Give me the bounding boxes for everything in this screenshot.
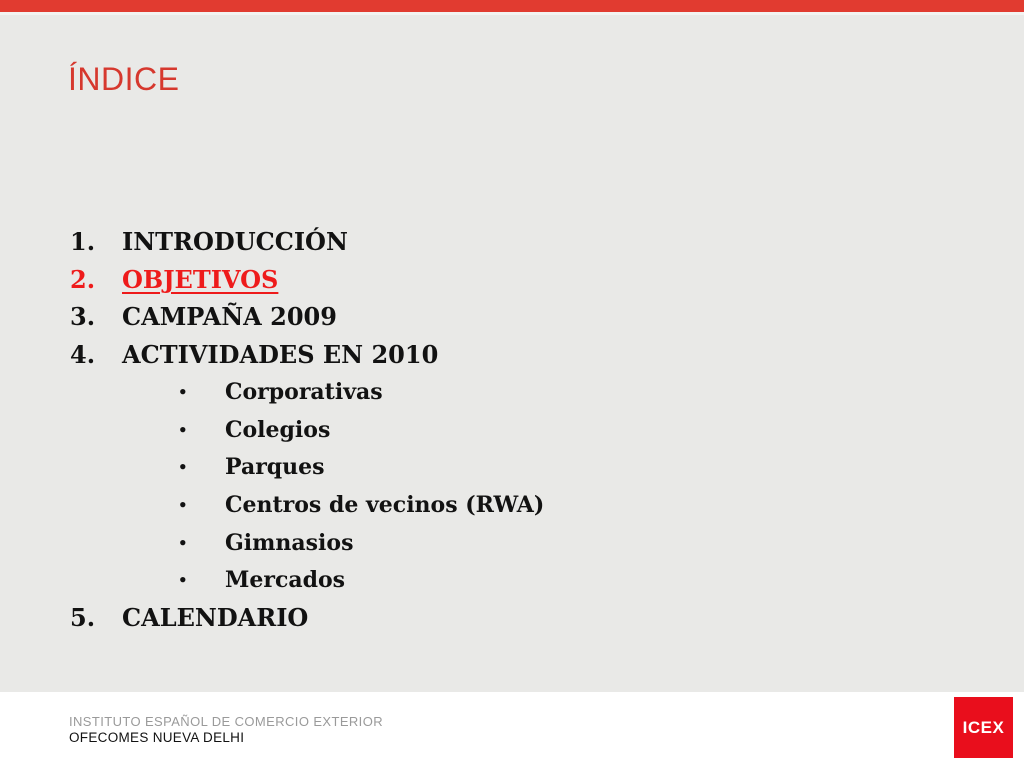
toc-item-introduccion — [70, 223, 870, 261]
toc-subitem-centros-de-vecinos — [70, 486, 870, 524]
toc-subitem-colegios — [70, 411, 870, 449]
toc-subitem-label: Gimnasios — [225, 529, 354, 556]
footer-text — [69, 714, 383, 746]
top-accent-bar — [0, 0, 1024, 15]
table-of-contents — [70, 223, 870, 637]
toc-item-number: 1. — [70, 227, 96, 257]
bullet-icon: • — [178, 458, 188, 477]
toc-subitem-corporativas — [70, 373, 870, 411]
toc-item-calendario — [70, 599, 870, 637]
toc-item-objetivos[interactable] — [70, 261, 870, 299]
toc-item-number: 2. — [70, 264, 96, 294]
bullet-icon: • — [178, 383, 188, 402]
toc-item-number: 3. — [70, 302, 96, 332]
toc-subitem-mercados — [70, 561, 870, 599]
footer-office: OFECOMES NUEVA DELHI — [69, 730, 245, 745]
toc-item-label: INTRODUCCIÓN — [122, 227, 348, 257]
toc-subitem-label: Corporativas — [225, 379, 383, 406]
toc-subitem-label: Colegios — [225, 416, 331, 443]
toc-subitem-label: Mercados — [225, 567, 346, 594]
toc-item-label: CAMPAÑA 2009 — [122, 302, 337, 332]
icex-logo-text: ICEX — [962, 717, 1005, 737]
footer-organization: INSTITUTO ESPAÑOL DE COMERCIO EXTERIOR — [69, 714, 383, 729]
toc-item-label: ACTIVIDADES EN 2010 — [122, 340, 439, 370]
toc-item-label: CALENDARIO — [122, 603, 309, 633]
toc-subitem-parques — [70, 449, 870, 487]
bullet-icon: • — [178, 420, 188, 439]
toc-item-objetivos-link[interactable]: OBJETIVOS — [122, 264, 279, 294]
toc-subitem-label: Parques — [225, 454, 325, 481]
toc-subitem-gimnasios — [70, 524, 870, 562]
toc-item-campana-2009 — [70, 298, 870, 336]
toc-item-actividades-2010 — [70, 336, 870, 374]
toc-subitem-label: Centros de vecinos (RWA) — [225, 491, 545, 518]
footer — [0, 692, 1024, 768]
icex-logo — [954, 697, 1013, 758]
bullet-icon: • — [178, 533, 188, 552]
toc-item-number: 5. — [70, 603, 96, 633]
page-title: ÍNDICE — [68, 61, 180, 97]
toc-item-number: 4. — [70, 340, 96, 370]
bullet-icon: • — [178, 571, 188, 590]
bullet-icon: • — [178, 495, 188, 514]
